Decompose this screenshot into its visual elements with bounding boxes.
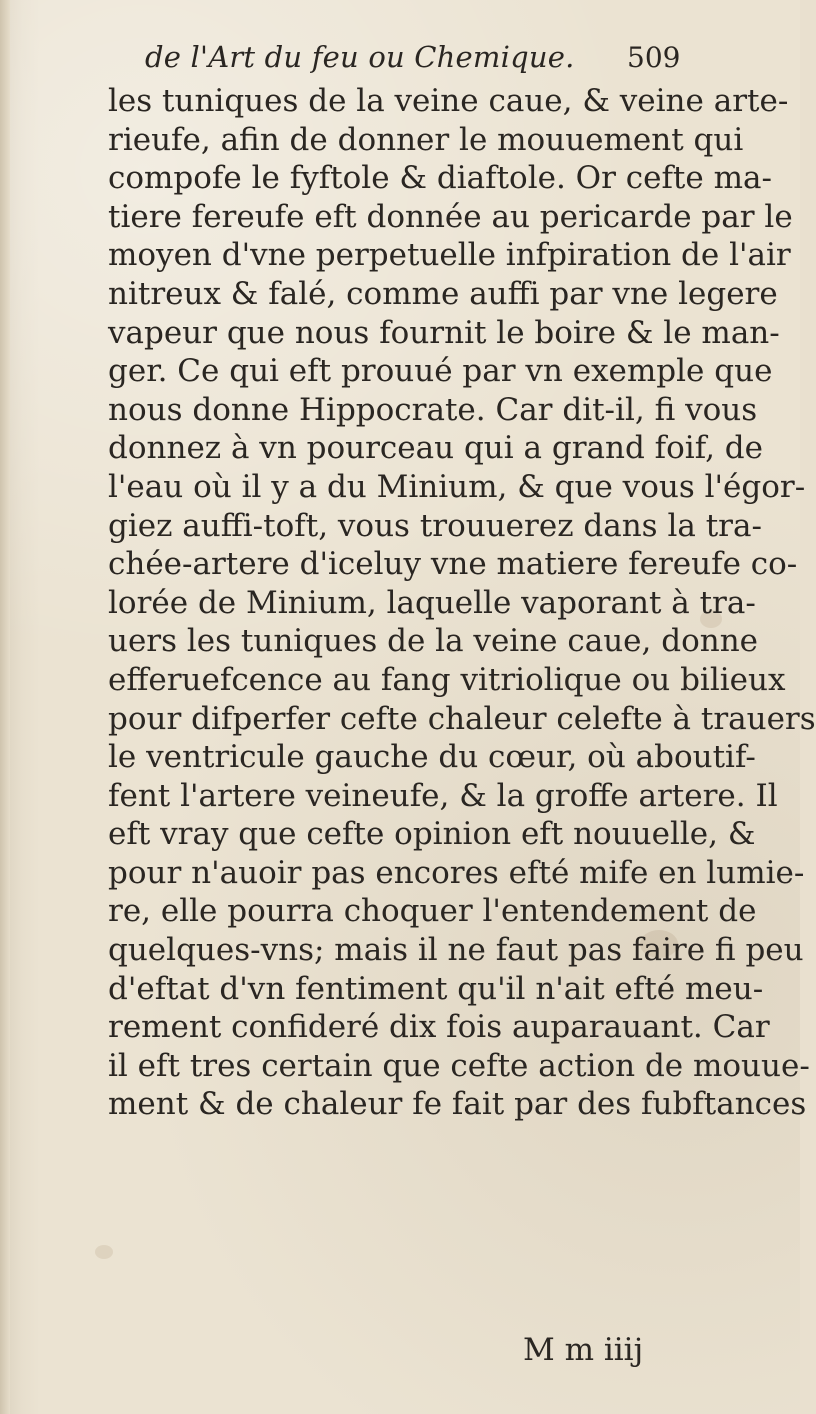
text-line: pour n'auoir pas encores efté mife en lumie- <box>108 854 805 891</box>
text-line: fent l'artere veineufe, & la groffe artere. Il <box>108 777 778 814</box>
text-line: lorée de Minium, laquelle vaporant à tra- <box>108 584 756 621</box>
text-line: nitreux & falé, comme auffi par vne legere <box>108 275 778 312</box>
text-line: rement confideré dix fois auparauant. Car <box>108 1009 770 1046</box>
text-line: ment & de chaleur fe fait par des fubftances <box>108 1086 807 1123</box>
text-line: le ventricule gauche du cœur, où aboutif- <box>108 739 756 776</box>
signature-mark: M m iiij <box>523 1332 644 1368</box>
binding-edge <box>0 0 10 1414</box>
text-line: ger. Ce qui eft prouué par vn exemple que <box>108 353 773 390</box>
body-text <box>108 82 816 1362</box>
text-line: l'eau où il y a du Minium, & que vous l'égor- <box>108 468 806 505</box>
text-line: rieufe, afin de donner le mouuement qui <box>108 121 744 158</box>
text-line: quelques-vns; mais il ne faut pas faire fi peu <box>108 932 804 969</box>
text-line: nous donne Hippocrate. Car dit-il, fi vous <box>108 391 758 428</box>
text-line: d'eftat d'vn fentiment qu'il n'ait efté meu- <box>108 970 764 1007</box>
text-line: les tuniques de la veine caue, & veine arte- <box>108 83 789 119</box>
text-line: giez auffi-toft, vous trouuerez dans la tra- <box>108 507 762 544</box>
text-line: donnez à vn pourceau qui a grand foif, de <box>108 430 763 467</box>
text-line: eft vray que cefte opinion eft nouuelle, & <box>108 816 756 853</box>
text-line: re, elle pourra choquer l'entendement de <box>108 893 757 930</box>
text-line: uers les tuniques de la veine caue, donne <box>108 623 759 660</box>
text-line: il eft tres certain que cefte action de mouue- <box>108 1047 810 1084</box>
page-number: 509 <box>627 41 681 74</box>
running-head: de l'Art du feu ou Chemique. <box>145 40 575 74</box>
text-line: chée-artere d'iceluy vne matiere fereufe co- <box>108 546 798 583</box>
text-line: pour difperfer cefte chaleur celefte à trauers <box>108 700 816 737</box>
text-line: efferuefcence au fang vitriolique ou bilieux <box>108 661 786 698</box>
text-line: compofe le fyftole & diaftole. Or cefte ma- <box>108 160 772 197</box>
text-line: moyen d'vne perpetuelle infpiration de l'air <box>108 237 791 274</box>
text-line: vapeur que nous fournit le boire & le man- <box>108 314 780 351</box>
text-line: tiere fereufe eft donnée au pericarde par le <box>108 198 793 235</box>
